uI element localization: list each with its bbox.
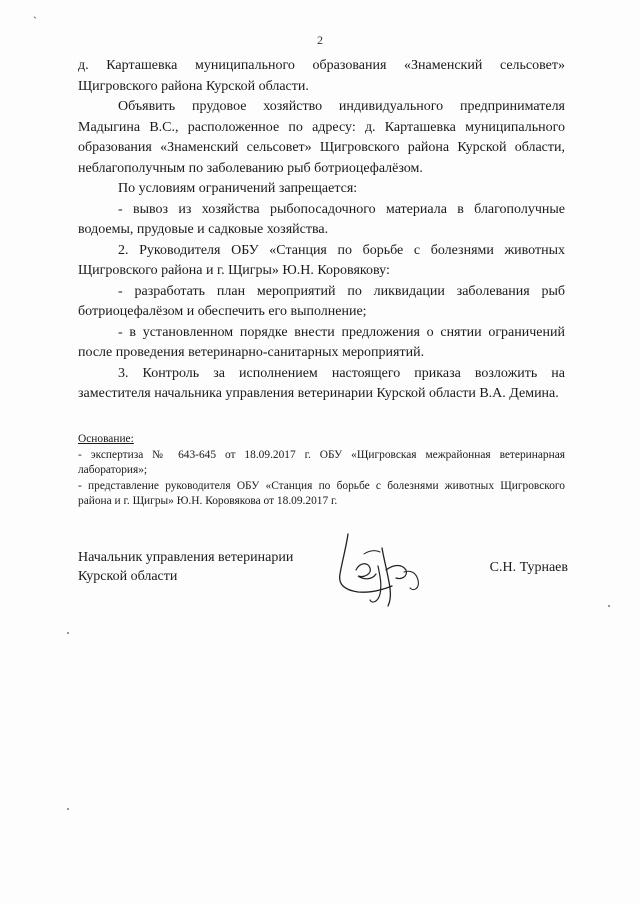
- basis-item-expertise: - экспертиза № 643-645 от 18.09.2017 г. ОБУ «Щигровская межрайонная ветеринарная лаборатория»;: [78, 448, 565, 476]
- signatory-title-line-2: Курской области: [78, 569, 178, 584]
- paragraph-order-item-2: 2. Руководителя ОБУ «Станция по борьбе с болезнями животных Щигровского района и г. Щигры» Ю.Н. Коровякову:: [78, 242, 565, 278]
- basis-section: [78, 432, 565, 510]
- page-number: 2: [317, 33, 323, 47]
- scan-speck: [67, 632, 69, 634]
- document-body: [78, 56, 565, 405]
- signatory-title: [78, 548, 338, 586]
- paragraph-location-continuation: д. Карташевка муниципального образования «Знаменский сельсовет» Щигровского района Курской области.: [78, 58, 565, 94]
- paragraph-declare-unfavorable: Объявить прудовое хозяйство индивидуального предпринимателя Мадыгина В.С., расположенное по адресу: д. Карташевка муниципального образования «Знаменский сельсовет» Щигровского района Курской области, неблагополучным по заболеванию рыб ботриоцефалёзом.: [78, 99, 565, 176]
- basis-item-submission: - представление руководителя ОБУ «Станция по борьбе с болезнями животных Щигровского района и г. Щигры» Ю.Н. Коровякова от 18.09.2017 г.: [78, 479, 565, 507]
- signatory-name: С.Н. Турнаев: [489, 560, 568, 575]
- paragraph-task-proposals: - в установленном порядке внести предложения о снятии ограничений после проведения ветеринарно-санитарных мероприятий.: [78, 324, 565, 360]
- scan-speck: [67, 808, 69, 810]
- paragraph-restrictions-intro: По условиям ограничений запрещается:: [118, 181, 358, 196]
- basis-heading: Основание:: [78, 433, 134, 445]
- paragraph-task-plan: - разработать план мероприятий по ликвидации заболевания рыб ботриоцефалёзом и обеспечить его выполнение;: [78, 283, 565, 319]
- handwritten-signature-image: [320, 530, 440, 610]
- scan-speck: [608, 605, 610, 607]
- signatory-title-line-1: Начальник управления ветеринарии: [78, 550, 294, 565]
- paragraph-restriction-item: - вывоз из хозяйства рыбопосадочного материала в благополучные водоемы, прудовые и садковые хозяйства.: [78, 201, 565, 237]
- signature-block: [78, 548, 568, 618]
- paragraph-order-item-3: 3. Контроль за исполнением настоящего приказа возложить на заместителя начальника управления ветеринарии Курской области В.А. Демина.: [78, 365, 565, 401]
- scan-artifact-mark: `: [33, 14, 37, 28]
